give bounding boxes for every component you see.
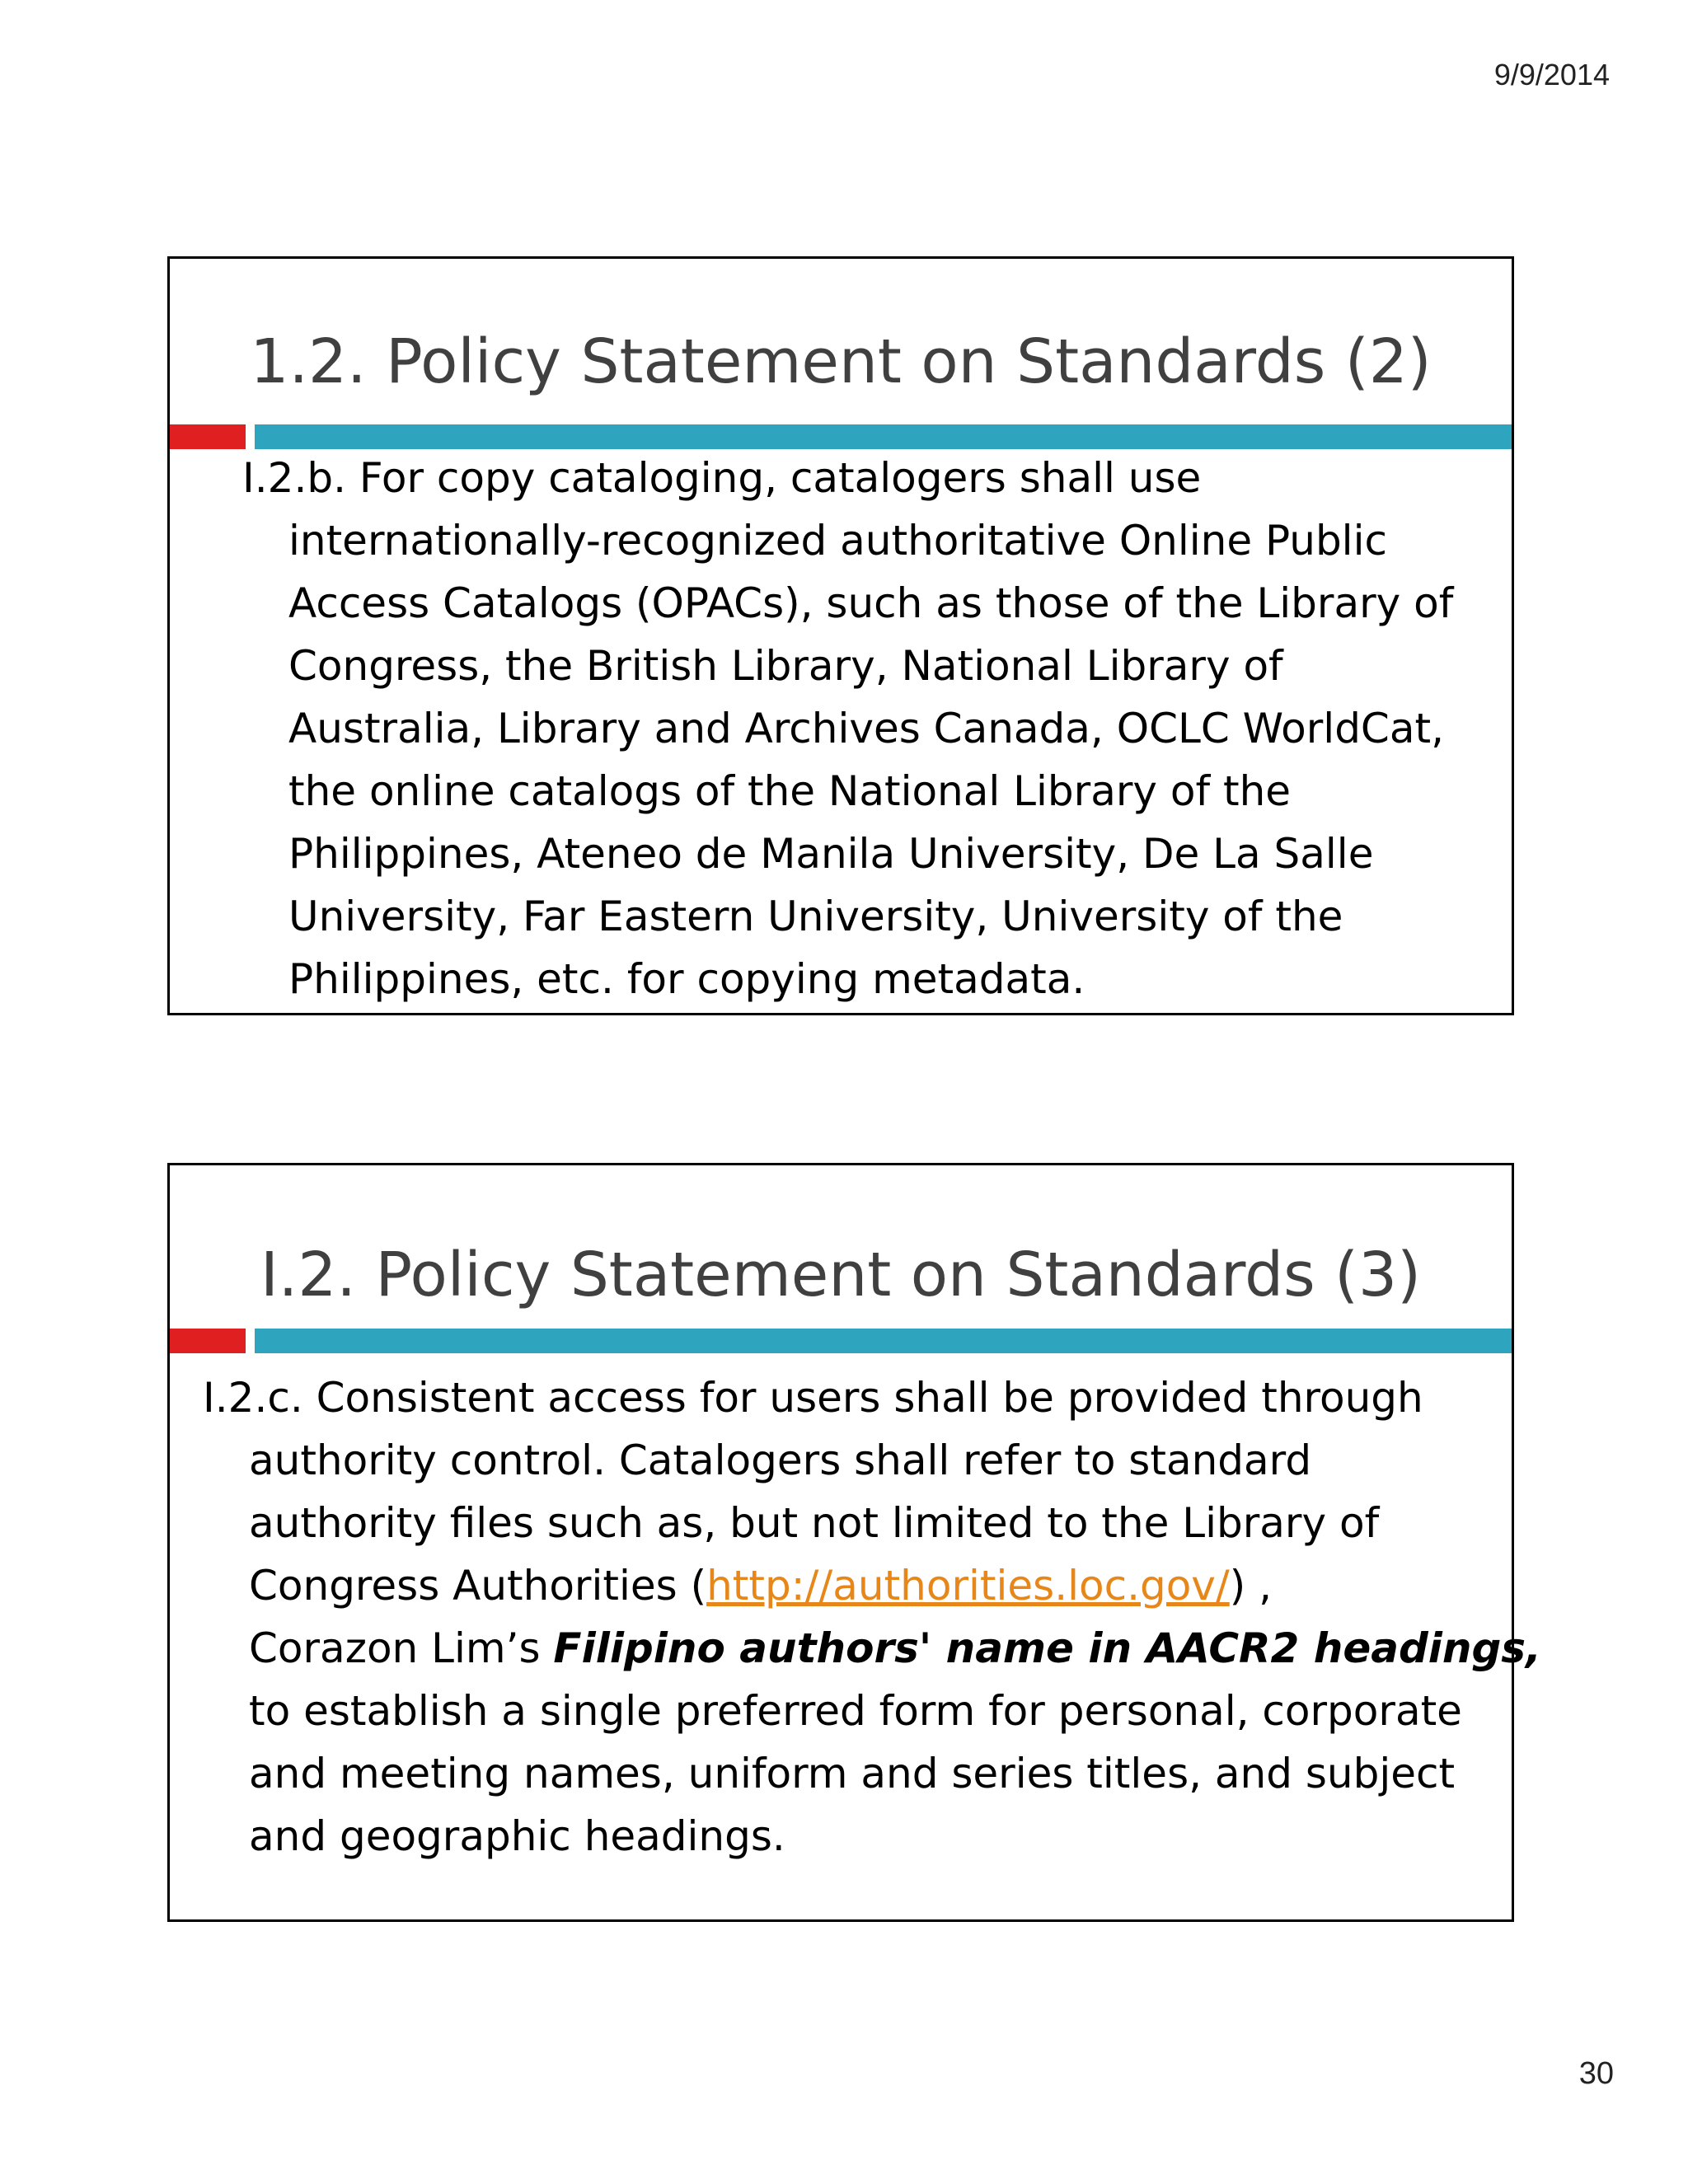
title-accent-blue-bar [255, 1329, 1512, 1353]
body-line: I.2.b. For copy cataloging, catalogers shall use [242, 454, 1202, 502]
body-line: the online catalogs of the National Library of the [288, 767, 1292, 815]
book-title-emphasis: Filipino authors' name in AACR2 headings, [553, 1624, 1542, 1672]
body-line: Philippines, Ateneo de Manila University, De La Salle [288, 830, 1374, 878]
title-accent-red-bar [170, 1329, 246, 1353]
slide-body-text [203, 1366, 1541, 1868]
body-line: Access Catalogs (OPACs), such as those of the Library of [288, 579, 1454, 627]
body-line: University, Far Eastern University, University of the [288, 893, 1343, 940]
body-line: Philippines, etc. for copying metadata. [288, 955, 1085, 1003]
body-line: and meeting names, uniform and series titles, and subject [249, 1750, 1456, 1797]
body-line: internationally-recognized authoritative Online Public [288, 517, 1387, 565]
body-text-segment: ) , [1229, 1562, 1273, 1610]
body-line: authority control. Catalogers shall refer to standard [249, 1436, 1312, 1484]
body-line [203, 1554, 1541, 1617]
slide-title: I.2. Policy Statement on Standards (3) [260, 1240, 1422, 1310]
body-line: Australia, Library and Archives Canada, OCLC WorldCat, [288, 705, 1444, 752]
body-line: I.2.c. Consistent access for users shall be provided through [203, 1374, 1423, 1422]
body-line: Congress, the British Library, National Library of [288, 642, 1283, 690]
body-line [203, 1617, 1541, 1680]
slide-policy-standards-2 [167, 256, 1514, 1015]
slide-policy-standards-3 [167, 1163, 1542, 1922]
page-number: 30 [1578, 2056, 1614, 2091]
body-line: to establish a single preferred form for personal, corporate [249, 1687, 1462, 1735]
body-line: and geographic headings. [249, 1812, 785, 1860]
slide-body-text [242, 447, 1453, 1010]
body-line: authority files such as, but not limited to the Library of [249, 1499, 1380, 1547]
body-text-segment: Corazon Lim’s [249, 1624, 554, 1672]
authorities-link[interactable]: http://authorities.loc.gov/ [706, 1562, 1230, 1610]
title-accent-red-bar [170, 424, 246, 449]
title-accent-blue-bar [255, 424, 1512, 449]
page-date: 9/9/2014 [1493, 58, 1610, 91]
slide-title: 1.2. Policy Statement on Standards (2) [250, 326, 1432, 397]
body-text-segment: Congress Authorities ( [249, 1562, 707, 1610]
